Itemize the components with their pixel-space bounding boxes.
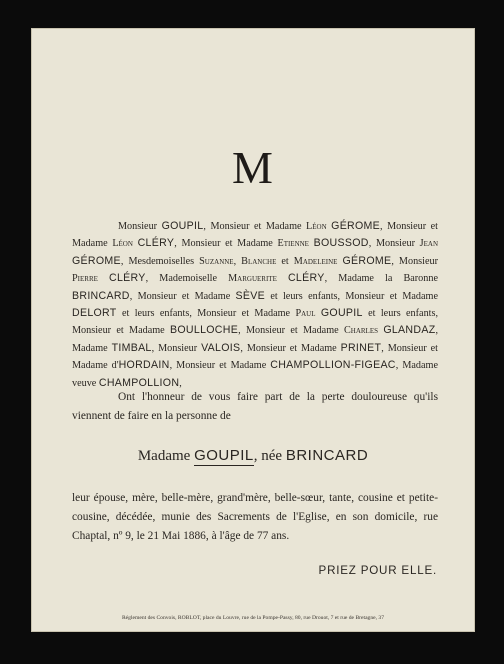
family-surname: CHAMPOLLION bbox=[98, 376, 180, 389]
family-text bbox=[98, 273, 109, 284]
family-text: , Monsieur et Madame bbox=[72, 221, 439, 250]
family-surname: DELORT bbox=[72, 307, 117, 320]
family-text: , Monsieur bbox=[151, 342, 202, 354]
family-surname: GÉROME bbox=[331, 220, 381, 232]
family-text: Monsieur bbox=[118, 221, 162, 232]
family-surname: GÉROME bbox=[342, 254, 392, 267]
family-text: , Monsieur et Madame bbox=[238, 325, 344, 337]
family-surname: BOUSSOD bbox=[313, 237, 369, 250]
family-text: , Monsieur bbox=[368, 238, 420, 250]
family-given-name: Pierre bbox=[72, 273, 98, 285]
deceased-prefix: Madame bbox=[137, 448, 195, 464]
family-given-name: Blanche bbox=[241, 255, 277, 267]
deceased-surname: GOUPIL bbox=[194, 447, 254, 464]
family-surname: GLANDAZ bbox=[383, 324, 436, 337]
family-surname: VALOIS bbox=[201, 341, 241, 354]
family-text: , Monsieur bbox=[391, 255, 438, 267]
family-surname: HORDAIN bbox=[118, 359, 170, 372]
family-given-name: Jean bbox=[419, 238, 439, 250]
family-text: , bbox=[179, 377, 182, 389]
family-surname: CLÉRY bbox=[109, 272, 146, 285]
decorative-initial: M bbox=[232, 142, 274, 193]
deceased-maiden-name: BRINCARD bbox=[285, 447, 369, 464]
family-surname: CLÉRY bbox=[137, 237, 175, 250]
family-text: , Monsieur et Madame bbox=[174, 238, 278, 250]
family-text: , Mademoiselle bbox=[145, 273, 229, 285]
family-text: , Monsieur et Madame bbox=[240, 342, 341, 354]
family-given-name: Léon bbox=[112, 238, 133, 250]
family-text: et leurs enfants, Monsieur et Madame bbox=[265, 290, 438, 302]
family-text: , Madame la Baronne bbox=[324, 273, 438, 285]
family-given-name: Léon bbox=[306, 221, 327, 232]
family-surname: CHAMPOLLION-FIGEAC bbox=[270, 359, 396, 372]
mourning-announcement-card bbox=[31, 28, 475, 632]
deceased-name-line bbox=[31, 447, 475, 465]
family-text: et leurs enfants, Monsieur et Madame bbox=[72, 308, 439, 337]
family-surname: GOUPIL bbox=[320, 307, 363, 320]
announcement-text: Ont l'honneur de vous faire part de la perte douloureuse qu'ils viennent de faire en la personne de bbox=[72, 391, 438, 422]
family-surname: GOUPIL bbox=[161, 220, 204, 232]
family-text: , Madame bbox=[72, 325, 439, 354]
family-given-name: Paul bbox=[295, 308, 316, 320]
deceased-details-text: leur épouse, mère, belle-mère, grand'mère, belle-sœur, tante, cousine et petite-cousine, décédée, munie des Sacrements de l'Eglise, en son domicile, rue Chaptal, nº 9, le 21 Mai 1886, à l'âge de 77 ans. bbox=[72, 492, 438, 542]
closing-prayer: PRIEZ POUR ELLE. bbox=[318, 564, 437, 577]
family-names-paragraph bbox=[72, 218, 438, 392]
family-given-name: Marguerite bbox=[228, 273, 277, 285]
deceased-middle: , née bbox=[253, 448, 286, 464]
family-given-name: Madeleine bbox=[293, 255, 338, 267]
family-text: et bbox=[276, 255, 294, 267]
family-surname: BRINCARD bbox=[72, 289, 130, 302]
family-surname: PRINET bbox=[340, 341, 382, 354]
family-surname: BOULLOCHE bbox=[170, 324, 239, 337]
family-text: , Madame veuve bbox=[72, 360, 438, 389]
family-surname: TIMBAL bbox=[111, 341, 152, 354]
family-text: , Monsieur et Madame bbox=[203, 221, 307, 232]
family-surname: SÈVE bbox=[235, 289, 266, 302]
family-surname: GÉROME bbox=[72, 254, 121, 267]
family-given-name: Charles bbox=[343, 325, 378, 337]
family-given-name: Etienne bbox=[277, 238, 309, 250]
family-text: et leurs enfants, Monsieur et Madame bbox=[116, 308, 296, 320]
family-text: , Monsieur et Madame bbox=[129, 290, 236, 302]
family-text: , Mesdemoiselles bbox=[120, 255, 200, 267]
family-surname: CLÉRY bbox=[287, 272, 325, 285]
family-text: , Monsieur et Madame bbox=[169, 360, 271, 372]
family-text: , Monsieur et Madame d' bbox=[72, 342, 438, 372]
family-given-name: Suzanne bbox=[199, 255, 234, 267]
printer-footer: Réglement des Convois, ROBLOT, place du Louvre, rue de la Pompe-Passy, 80, rue Drouot, 7 et rue de Bretagne, 37 bbox=[121, 615, 385, 621]
family-text bbox=[277, 273, 288, 284]
family-text: , bbox=[233, 255, 242, 267]
